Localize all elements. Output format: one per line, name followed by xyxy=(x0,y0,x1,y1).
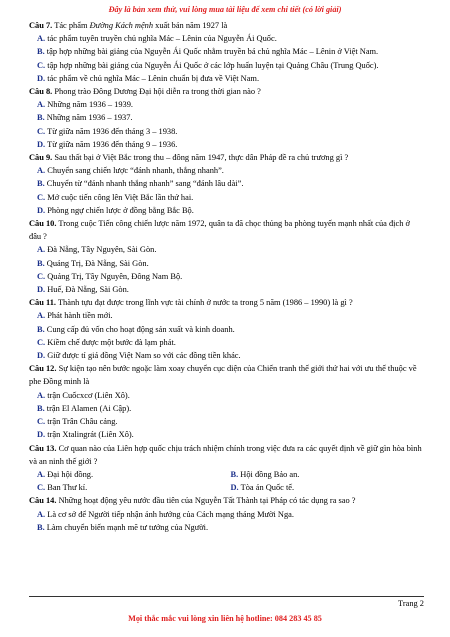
question-label: Câu 12. xyxy=(29,364,57,374)
option-letter: C. xyxy=(37,192,46,202)
option-letter: D. xyxy=(37,139,46,149)
option-b xyxy=(29,177,424,190)
option-text: tập hợp những bài giảng của Nguyễn Ái Quốc nhằm truyền bá chủ nghĩa Mác – Lênin ở Việt Nam. xyxy=(46,47,379,57)
option-a xyxy=(29,309,424,322)
option-letter: B. xyxy=(37,324,45,334)
option-letter: B. xyxy=(37,258,45,268)
question-stem xyxy=(29,362,424,388)
option-text: Đại hội đồng. xyxy=(47,469,94,479)
option-b xyxy=(29,257,424,270)
option-letter: D. xyxy=(37,430,46,440)
option-text: Phòng ngự chiến lược ở đồng bằng Bắc Bộ. xyxy=(47,205,194,215)
option-d xyxy=(231,481,425,494)
option-letter: C. xyxy=(37,337,46,347)
option-letter: B. xyxy=(37,403,45,413)
question-13 xyxy=(29,442,424,495)
option-letter: B. xyxy=(230,469,239,479)
question-label: Câu 9. xyxy=(29,153,53,163)
question-stem xyxy=(29,296,424,309)
option-letter: B. xyxy=(37,522,45,532)
page-number: Trang 2 xyxy=(398,599,424,608)
option-a xyxy=(29,164,424,177)
option-text: Huế, Đà Nẵng, Sài Gòn. xyxy=(47,285,129,295)
option-b xyxy=(29,521,424,534)
footer-divider xyxy=(29,596,424,597)
question-label: Câu 14. xyxy=(29,496,57,506)
option-letter: D. xyxy=(37,285,46,295)
option-letter: A. xyxy=(37,245,46,255)
option-text: trận El Alamen (Ai Cập). xyxy=(46,403,132,413)
option-d xyxy=(29,204,424,217)
option-letter: A. xyxy=(37,166,46,176)
book-title: Đường Kách mệnh xyxy=(89,21,154,30)
option-c xyxy=(29,59,424,72)
option-d xyxy=(29,349,424,362)
option-letter: D. xyxy=(37,351,46,361)
option-a xyxy=(29,389,424,402)
option-letter: A. xyxy=(37,34,46,44)
option-text: Phát hành tiền mới. xyxy=(47,311,113,321)
question-7 xyxy=(29,19,424,85)
option-row xyxy=(29,481,424,494)
option-text: Chuyển từ “đánh nhanh thắng nhanh” sang “đánh lâu dài”. xyxy=(46,179,244,189)
option-d xyxy=(29,138,424,151)
option-c xyxy=(29,336,424,349)
option-text: Quảng Trị, Tây Nguyên, Đông Nam Bộ. xyxy=(47,271,183,281)
top-banner: Đây là bản xem thử, vui lòng mua tài liệu để xem chi tiết (có lời giải) xyxy=(108,5,342,14)
question-text: Tác phẩm xyxy=(52,21,90,30)
option-a xyxy=(29,32,424,45)
question-stem xyxy=(29,442,424,468)
option-c xyxy=(29,270,424,283)
option-text: Ban Thư kí. xyxy=(47,483,88,493)
option-text: Quảng Trị, Đà Nẵng, Sài Gòn. xyxy=(46,258,149,268)
option-letter: C. xyxy=(37,126,46,136)
question-label: Câu 8. xyxy=(29,87,53,97)
option-b xyxy=(231,468,425,481)
question-list xyxy=(29,19,424,534)
option-text: Tòa án Quốc tế. xyxy=(240,483,295,493)
option-b xyxy=(29,111,424,124)
option-letter: B. xyxy=(37,113,45,123)
option-c xyxy=(29,125,424,138)
option-text: tác phẩm tuyên truyền chủ nghĩa Mác – Lênin của Nguyễn Ái Quốc. xyxy=(47,34,277,44)
option-text: Từ giữa năm 1936 đến tháng 9 – 1936. xyxy=(47,139,178,149)
question-text: Phong trào Đông Dương Đại hội diễn ra trong thời gian nào ? xyxy=(52,87,261,97)
option-row xyxy=(29,468,424,481)
option-text: Những năm 1936 – 1937. xyxy=(46,113,133,123)
option-letter: C. xyxy=(37,417,46,427)
option-text: Hội đồng Bảo an. xyxy=(240,469,300,479)
option-letter: B. xyxy=(37,179,45,189)
question-label: Câu 11. xyxy=(29,298,56,308)
question-9 xyxy=(29,151,424,217)
option-text: Làm chuyển biến mạnh mẽ tư tưởng của Người. xyxy=(46,522,209,532)
option-b xyxy=(29,45,424,58)
option-a xyxy=(29,243,424,256)
question-text: Sau thất bại ở Việt Bắc trong thu – đông năm 1947, thực dân Pháp đề ra chủ trương gì ? xyxy=(52,153,349,163)
option-d xyxy=(29,428,424,441)
question-stem xyxy=(29,494,424,507)
option-text: Là cơ sở để Người tiếp nhận ảnh hưởng của Cách mạng tháng Mười Nga. xyxy=(47,509,294,519)
question-label: Câu 10. xyxy=(29,219,57,229)
option-b xyxy=(29,323,424,336)
question-text: Trong cuộc Tiến công chiến lược năm 1972, quân ta đã chọc thủng ba phòng tuyến mạnh nhất của địch ở đâu ? xyxy=(29,219,410,242)
option-d xyxy=(29,72,424,85)
question-10 xyxy=(29,217,424,296)
option-text: tác phẩm về chủ nghĩa Mác – Lênin chuẩn bị đưa về Việt Nam. xyxy=(47,73,260,83)
option-letter: C. xyxy=(37,60,46,70)
option-text: Đà Nẵng, Tây Nguyên, Sài Gòn. xyxy=(47,245,157,255)
question-11 xyxy=(29,296,424,362)
option-letter: A. xyxy=(37,469,46,479)
question-text: Sự kiện tạo nên bước ngoặc làm xoay chuyển cục diện của Chiến tranh thế giới thứ hai với ưu thế thuộc về phe Đồng minh là xyxy=(29,364,417,387)
option-c xyxy=(29,415,424,428)
question-12 xyxy=(29,362,424,441)
option-text: Chuyển sang chiến lược “đánh nhanh, thắng nhanh”. xyxy=(47,166,224,176)
option-text: Những năm 1936 – 1939. xyxy=(47,100,133,110)
option-c xyxy=(29,191,424,204)
option-text: Cung cấp đủ vốn cho hoạt động sản xuất và kinh doanh. xyxy=(46,324,235,334)
option-letter: C. xyxy=(37,271,46,281)
option-text: Mở cuộc tiến công lên Việt Bắc lần thứ hai. xyxy=(47,192,194,202)
option-d xyxy=(29,283,424,296)
question-stem xyxy=(29,217,424,243)
question-14 xyxy=(29,494,424,534)
question-label: Câu 7. xyxy=(29,21,53,30)
option-letter: A. xyxy=(37,509,46,519)
option-text: trận Cuốcxcơ (Liên Xô). xyxy=(47,390,130,400)
option-text: tập hợp những bài giảng của Nguyễn Ái Quốc ở các lớp huấn luyện tại Quảng Châu (Trung Quốc). xyxy=(47,60,379,70)
option-letter: A. xyxy=(37,390,46,400)
bottom-banner: Mọi thắc mắc vui lòng xin liên hệ hotline: 084 283 45 85 xyxy=(128,614,322,623)
option-a xyxy=(37,468,231,481)
question-8 xyxy=(29,85,424,151)
question-stem xyxy=(29,19,424,32)
option-letter: D. xyxy=(37,205,46,215)
option-b xyxy=(29,402,424,415)
option-letter: D. xyxy=(37,73,46,83)
option-text: Kiềm chế được một bước đà lạm phát. xyxy=(47,337,176,347)
option-text: trận Xtalingrát (Liên Xô). xyxy=(47,430,134,440)
question-text: xuất bản năm 1927 là xyxy=(153,21,228,30)
option-text: Giữ được tỉ giá đồng Việt Nam so với các đồng tiền khác. xyxy=(47,351,241,361)
question-text: Thành tựu đạt được trong lĩnh vực tài chính ở nước ta trong 5 năm (1986 – 1990) là gì ? xyxy=(56,298,353,308)
option-letter: A. xyxy=(37,100,46,110)
option-letter: A. xyxy=(37,311,46,321)
question-text: Cơ quan nào của Liên hợp quốc chịu trách nhiệm chính trong việc đưa ra các quyết định về giữ gìn hòa bình và an ninh thế giới ? xyxy=(29,443,422,466)
option-letter: B. xyxy=(37,47,45,57)
option-a xyxy=(29,98,424,111)
question-text: Những hoạt động yêu nước đầu tiên của Nguyễn Tất Thành tại Pháp có tác dụng ra sao ? xyxy=(56,496,356,506)
question-stem xyxy=(29,151,424,164)
option-c xyxy=(37,481,231,494)
option-text: Từ giữa năm 1936 đến tháng 3 – 1938. xyxy=(47,126,178,136)
option-letter: C. xyxy=(37,483,46,493)
question-label: Câu 13. xyxy=(29,443,57,453)
option-letter: D. xyxy=(230,483,239,493)
option-text: trận Trân Châu cảng. xyxy=(47,417,118,427)
option-a xyxy=(29,508,424,521)
question-stem xyxy=(29,85,424,98)
